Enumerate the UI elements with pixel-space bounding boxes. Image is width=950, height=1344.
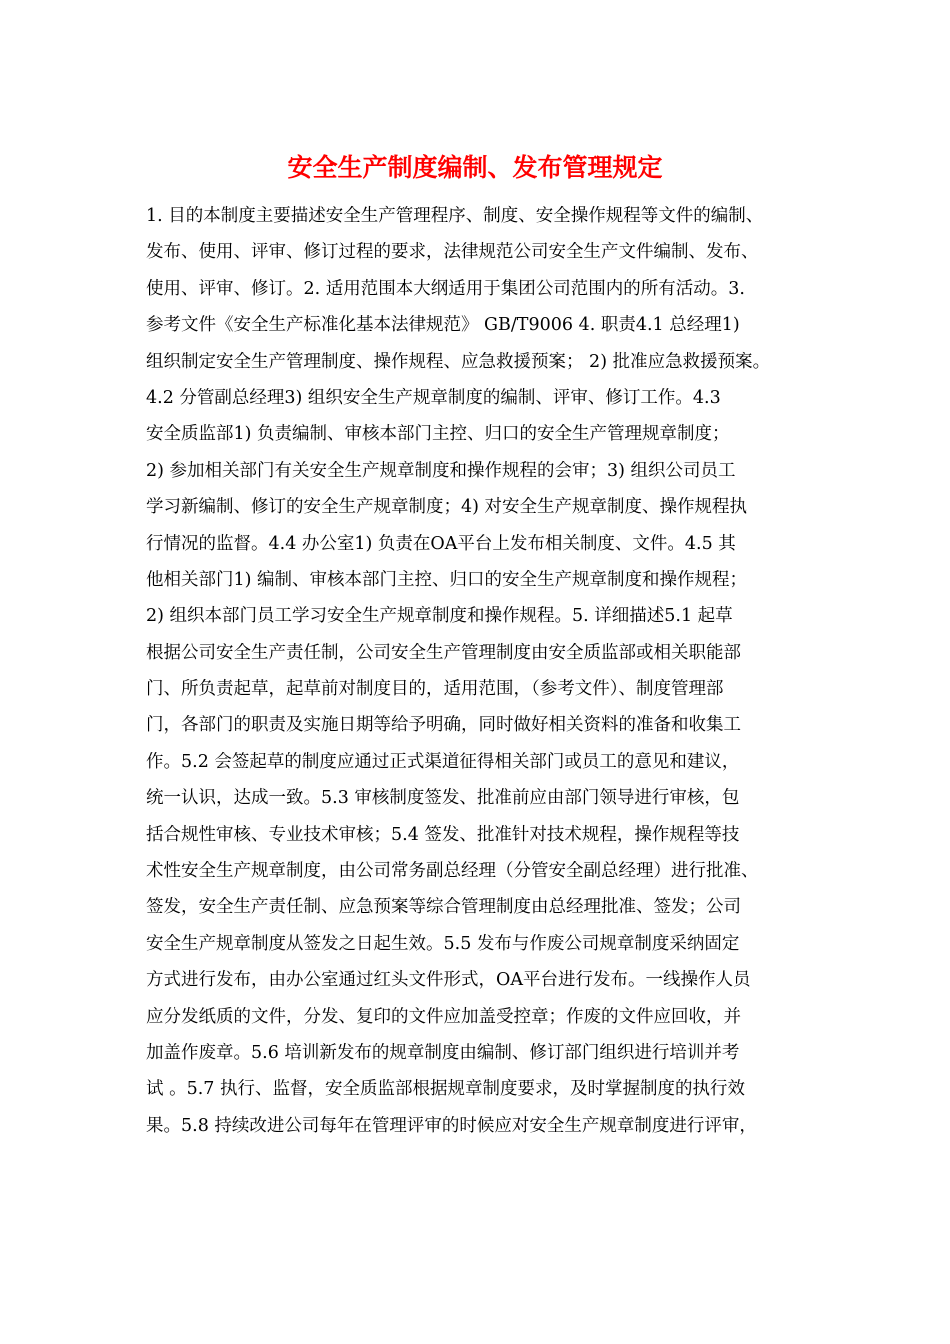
body-line: 加盖作废章。5.6 培训新发布的规章制度由编制、修订部门组织进行培训并考: [146, 1042, 740, 1063]
body-line: 2) 组织本部门员工学习安全生产规章制度和操作规程。5. 详细描述5.1 起草: [146, 606, 733, 627]
body-line: 作。5.2 会签起草的制度应通过正式渠道征得相关部门或员工的意见和建议，: [146, 751, 740, 772]
body-line: 组织制定安全生产管理制度、操作规程、应急救援预案； 2) 批准应急救援预案。: [146, 351, 771, 372]
body-line: 门、所负责起草，起草前对制度目的，适用范围，（参考文件）、制度管理部: [146, 679, 724, 700]
body-line: 2) 参加相关部门有关安全生产规章制度和操作规程的会审；3) 组织公司员工: [146, 460, 736, 481]
body-line: 学习新编制、修订的安全生产规章制度；4) 对安全生产规章制度、操作规程执: [146, 497, 748, 518]
body-line: 1. 目的本制度主要描述安全生产管理程序、制度、安全操作规程等文件的编制、: [146, 206, 764, 226]
body-line: 行情况的监督。4.4 办公室1) 负责在OA平台上发布相关制度、文件。4.5 其: [146, 533, 736, 554]
body-line: 应分发纸质的文件，分发、复印的文件应加盖受控章；作废的文件应回收，并: [146, 1006, 741, 1027]
body-line: 安全质监部1) 负责编制、审核本部门主控、归口的安全生产管理规章制度；: [146, 424, 730, 445]
body-line: 参考文件《安全生产标准化基本法律规范》 GB/T9006 4. 职责4.1 总经理1): [146, 315, 740, 336]
body-line: 使用、评审、修订。2. 适用范围本大纲适用于集团公司范围内的所有活动。3.: [146, 278, 745, 299]
body-line: 括合规性审核、专业技术审核；5.4 签发、批准针对技术规程，操作规程等技: [146, 824, 740, 845]
body-line: 安全生产规章制度从签发之日起生效。5.5 发布与作废公司规章制度采纳固定: [146, 933, 740, 954]
body-line: 发布、使用、评审、修订过程的要求，法律规范公司安全生产文件编制、发布、: [146, 242, 759, 263]
body-line: 他相关部门1) 编制、审核本部门主控、归口的安全生产规章制度和操作规程；: [146, 569, 748, 590]
body-line: 4.2 分管副总经理3) 组织安全生产规章制度的编制、评审、修订工作。4.3: [146, 387, 721, 408]
body-line: 方式进行发布，由办公室通过红头文件形式，OA平台进行发布。一线操作人员: [146, 970, 751, 991]
body-line: 门，各部门的职责及实施日期等给予明确，同时做好相关资料的准备和收集工: [146, 715, 741, 736]
document-title: 安全生产制度编制、发布管理规定: [287, 153, 663, 182]
body-line: 统一认识，达成一致。5.3 审核制度签发、批准前应由部门领导进行审核，包: [146, 788, 740, 809]
body-line: 根据公司安全生产责任制，公司安全生产管理制度由安全质监部或相关职能部: [146, 642, 741, 663]
body-line: 术性安全生产规章制度，由公司常务副总经理（分管安全副总经理）进行批准、: [146, 861, 759, 882]
document-body: [146, 198, 826, 1144]
body-line: 试 。5.7 执行、监督，安全质监部根据规章制度要求，及时掌握制度的执行效: [146, 1079, 745, 1100]
body-line: 果。5.8 持续改进公司每年在管理评审的时候应对安全生产规章制度进行评审，: [146, 1115, 757, 1136]
body-line: 签发，安全生产责任制、应急预案等综合管理制度由总经理批准、签发；公司: [146, 897, 741, 918]
